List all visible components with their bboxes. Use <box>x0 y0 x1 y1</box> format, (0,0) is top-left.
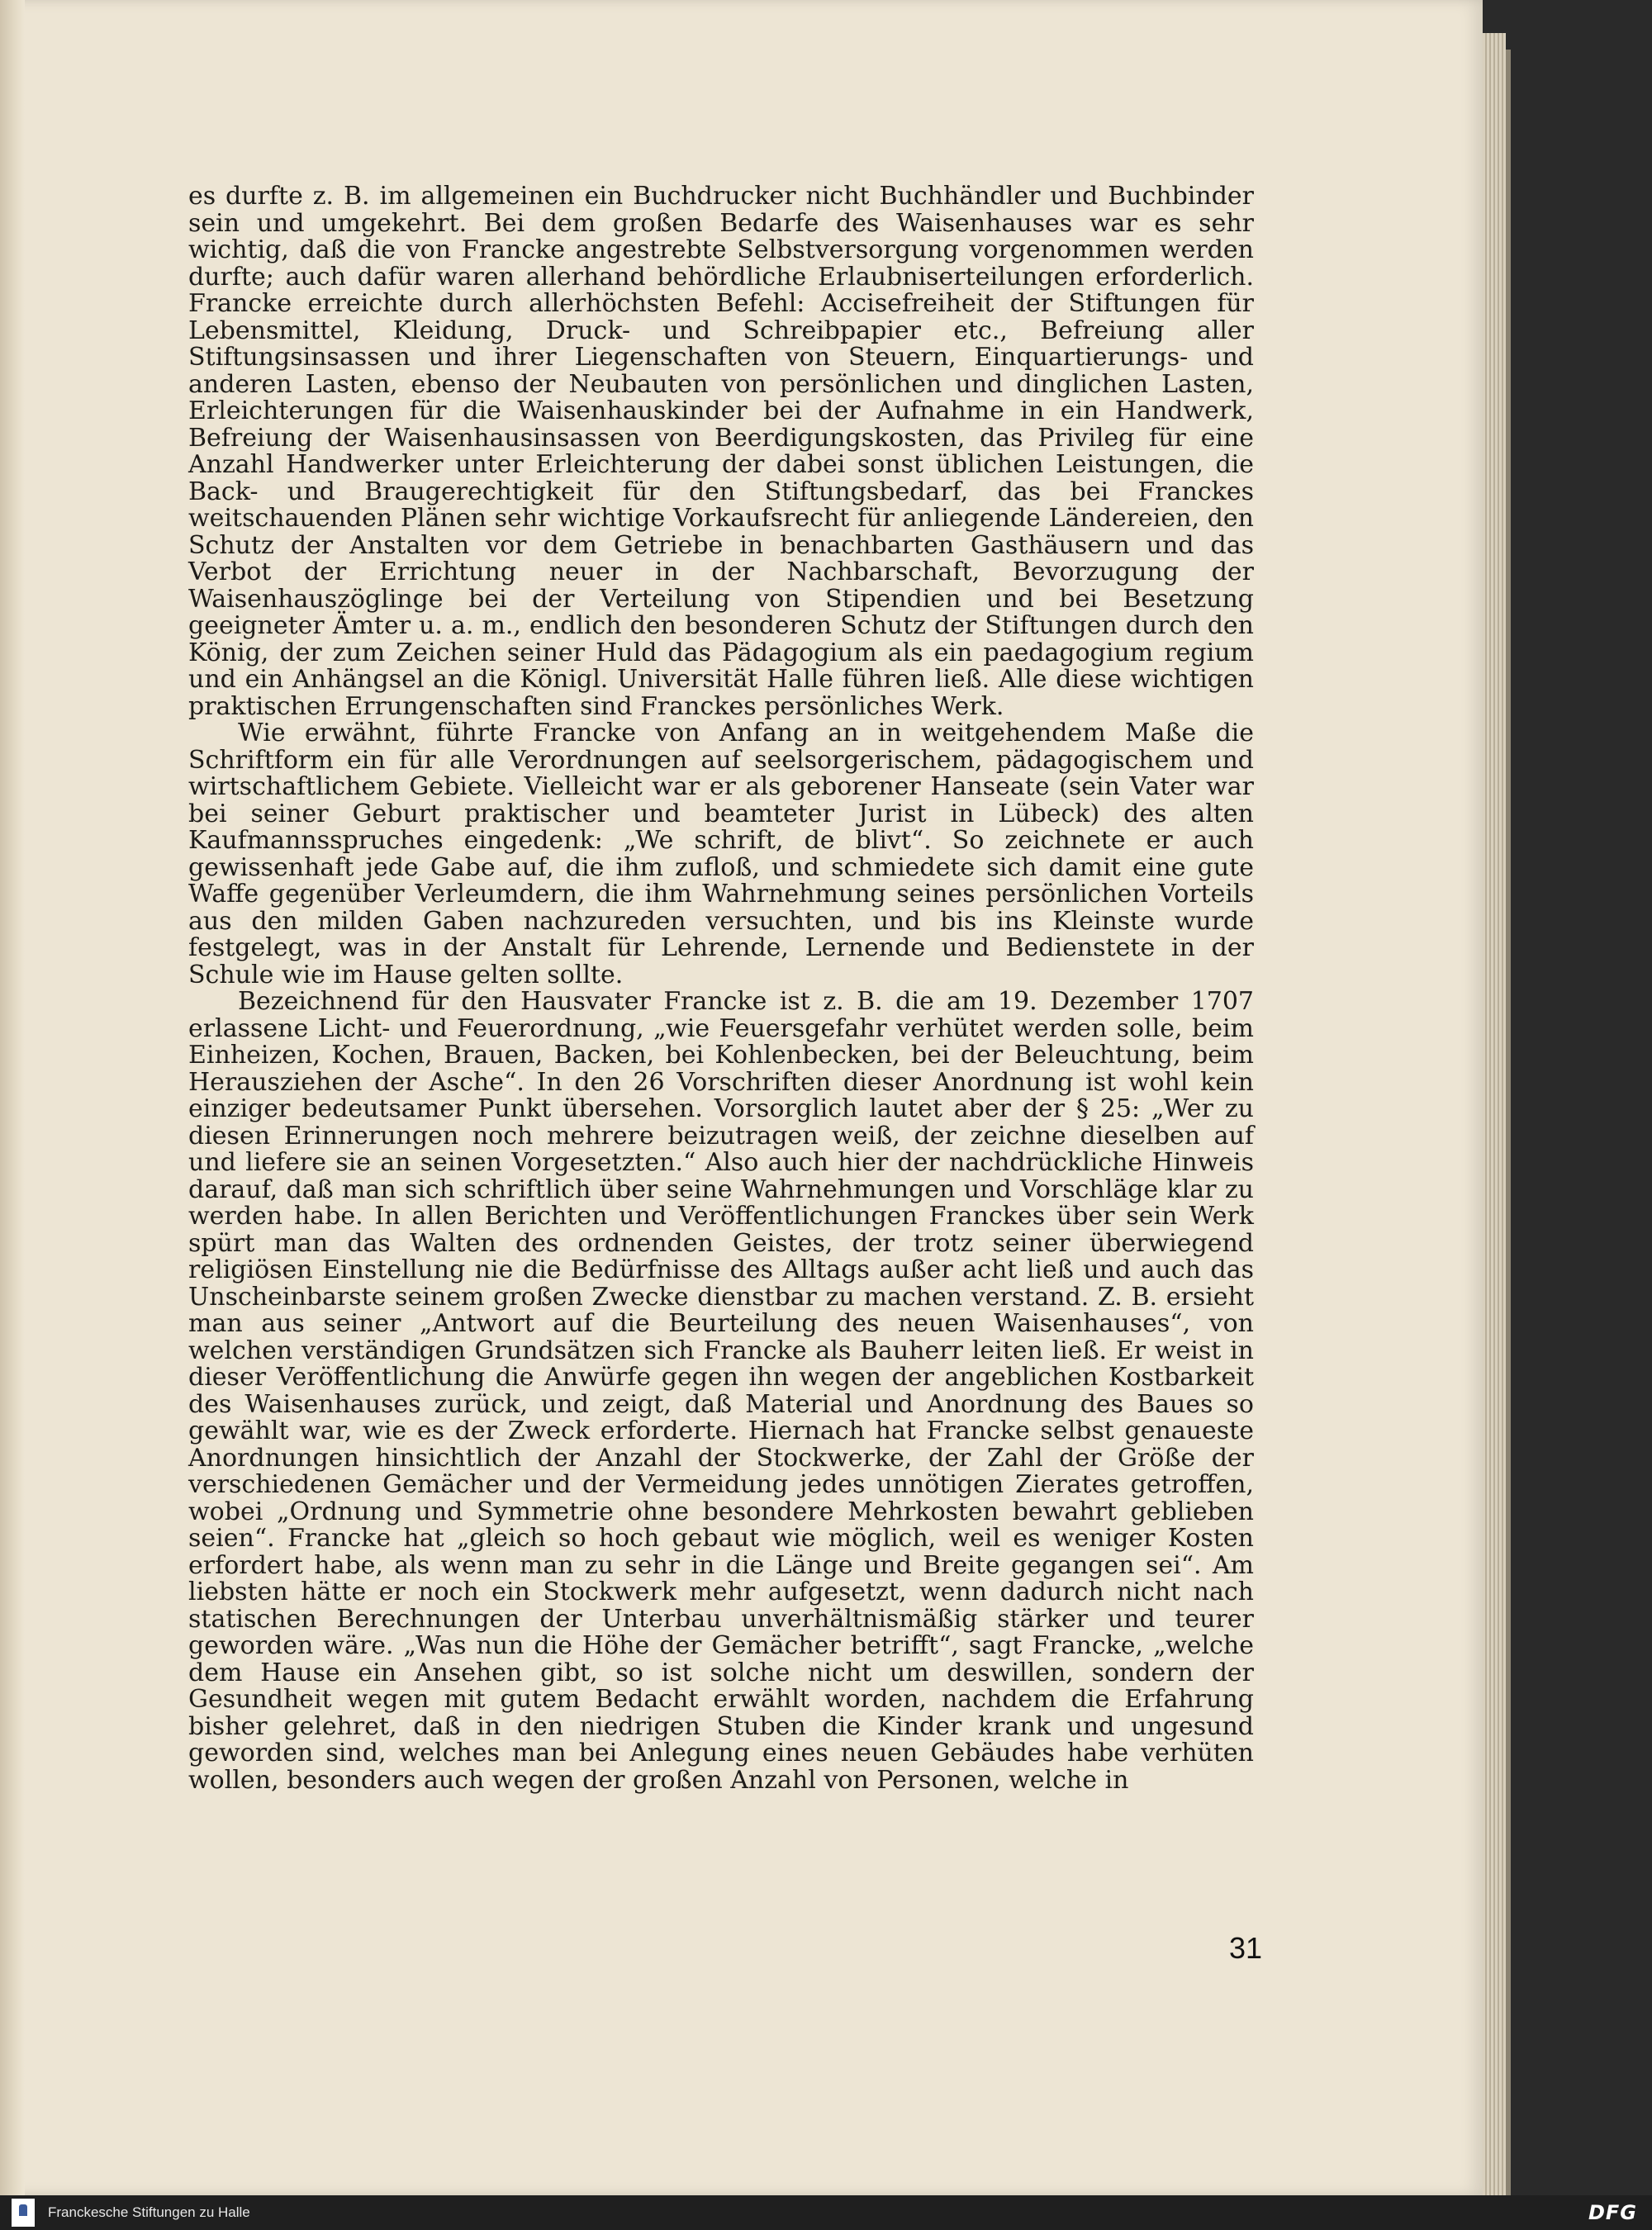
viewer-footer-bar <box>0 2195 1652 2230</box>
page-spine-shadow <box>0 0 25 2195</box>
paragraph-3: Bezeichnend für den Hausvater Francke ist z. B. die am 19. Dezember 1707 erlassene Licht- und Feuerordnung, „wie Feuersgefahr verhütet werden solle, beim Einheizen, Kochen, Brauen, Backen, bei Kohlenbecken, bei der Beleuchtung, beim Herausziehen der Asche“. In den 26 Vorschriften dieser Anordnung ist wohl kein einziger bedeutsamer Punkt übersehen. Vorsorglich lautet aber der § 25: „Wer zu diesen Erinnerungen noch mehrere beizutragen weiß, der zeichne dieselben auf und liefere sie an seinen Vorgesetzten.“ Also auch hier der nachdrückliche Hinweis darauf, daß man sich schriftlich über seine Wahrnehmungen und Vorschläge klar zu werden habe. In allen Berichten und Veröffentlichungen Franckes über sein Werk spürt man das Walten des ordnenden Geistes, der trotz seiner überwiegend religiösen Einstellung nie die Bedürfnisse des Alltags außer acht ließ und auch das Unscheinbarste seinem großen Zwecke dienstbar zu machen verstand. Z. B. ersieht man aus seiner „Antwort auf die Beurteilung des neuen Waisenhauses“, von welchen verständigen Grundsätzen sich Francke als Bauherr leiten ließ. Er weist in dieser Veröffentlichung die Anwürfe gegen ihn wegen der angeblichen Kostbarkeit des Waisenhauses zurück, und zeigt, daß Material und Anordnung des Baues so gewählt war, wie es der Zweck erforderte. Hiernach hat Francke selbst genaueste Anordnungen hinsichtlich der Anzahl der Stockwerke, der Zahl der Größe der verschiedenen Gemächer und der Vermeidung jedes unnötigen Zierates getroffen, wobei „Ordnung und Symmetrie ohne besondere Mehrkosten bewahrt geblieben seien“. Francke hat „gleich so hoch gebaut wie möglich, weil es weniger Kosten erfordert habe, als wenn man zu sehr in die Länge und Breite gegangen sei“. Am liebsten hätte er noch ein Stockwerk mehr aufgesetzt, wenn dadurch nicht nach statischen Berechnungen der Unterbau unverhältnismäßig stärker und teurer geworden wäre. „Was nun die Höhe der Gemächer betrifft“, sagt Francke, „welche dem Hause ein Ansehen gibt, so ist solche nicht um deswillen, sondern der Gesundheit wegen mit gutem Bedacht erwählt worden, nachdem die Erfahrung bisher gelehret, daß in den niedrigen Stuben die Kinder krank und ungesund geworden sind, welches man bei Anlegung eines neuen Gebäudes habe verhüten wollen, besonders auch wegen der großen Anzahl von Personen, welche in <box>188 987 1254 1795</box>
dfg-logo[interactable]: DFG <box>1588 2201 1637 2224</box>
franckesche-stiftungen-logo-icon[interactable] <box>12 2199 35 2227</box>
book-cover-edge <box>1506 50 1511 2195</box>
institution-name[interactable]: Franckesche Stiftungen zu Halle <box>48 2204 250 2220</box>
paragraph-1: es durfte z. B. im allgemeinen ein Buchdrucker nicht Buchhändler und Buchbinder sein und umgekehrt. Bei dem großen Bedarfe des Waisenhauses war es sehr wichtig, daß die von Francke angestrebte Selbstversorgung vorgenommen werden durfte; auch dafür waren allerhand behördliche Erlaubniserteilungen erforderlich. Francke erreichte durch allerhöchsten Befehl: Accisefreiheit der Stiftungen für Lebensmittel, Kleidung, Druck- und Schreibpapier etc., Befreiung aller Stiftungsinsassen und ihrer Liegenschaften von Steuern, Einquartierungs- und anderen Lasten, ebenso der Neubauten von persönlichen und dinglichen Lasten, Erleichterungen für die Waisenhauskinder bei der Aufnahme in ein Handwerk, Befreiung der Waisenhausinsassen von Beerdigungskosten, das Privileg für eine Anzahl Handwerker unter Erleichterung der dabei sonst üblichen Leistungen, die Back- und Braugerechtigkeit für den Stiftungsbedarf, das bei Franckes weitschauenden Plänen sehr wichtige Vorkaufsrecht für anliegende Ländereien, den Schutz der Anstalten vor dem Getriebe in benachbarten Gasthäusern und das Verbot der Errichtung neuer in der Nachbarschaft, Bevorzugung der Waisenhauszöglinge bei der Verteilung von Stipendien und bei Besetzung geeigneter Ämter u. a. m., endlich den besonderen Schutz der Stiftungen durch den König, der zum Zeichen seiner Huld das Pädagogium als ein paedagogium regium und ein Anhängsel an die Königl. Universität Halle führen ließ. Alle diese wichtigen praktischen Errungenschaften sind Franckes persönliches Werk. <box>188 182 1254 721</box>
body-text <box>188 183 1254 1794</box>
page-edges <box>1483 33 1506 2195</box>
paragraph-2: Wie erwähnt, führte Francke von Anfang an in weitgehendem Maße die Schriftform ein für alle Verordnungen auf seelsorgerischem, pädagogischem und wirtschaftlichem Gebiete. Vielleicht war er als geborener Hanseate (sein Vater war bei seiner Geburt praktischer und beamteter Jurist in Lübeck) des alten Kaufmannsspruches eingedenk: „We schrift, de blivt“. So zeichnete er auch gewissenhaft jede Gabe auf, die ihm zufloß, und schmiedete sich damit eine gute Waffe gegenüber Verleumdern, die ihm Wahrnehmung seines persönlichen Vorteils aus den milden Gaben nachzureden versuchten, und bis ins Kleinste wurde festgelegt, was in der Anstalt für Lehrende, Lernende und Bedienstete in der Schule wie im Hause gelten sollte. <box>188 719 1254 989</box>
page-number: 31 <box>1228 1931 1262 1965</box>
